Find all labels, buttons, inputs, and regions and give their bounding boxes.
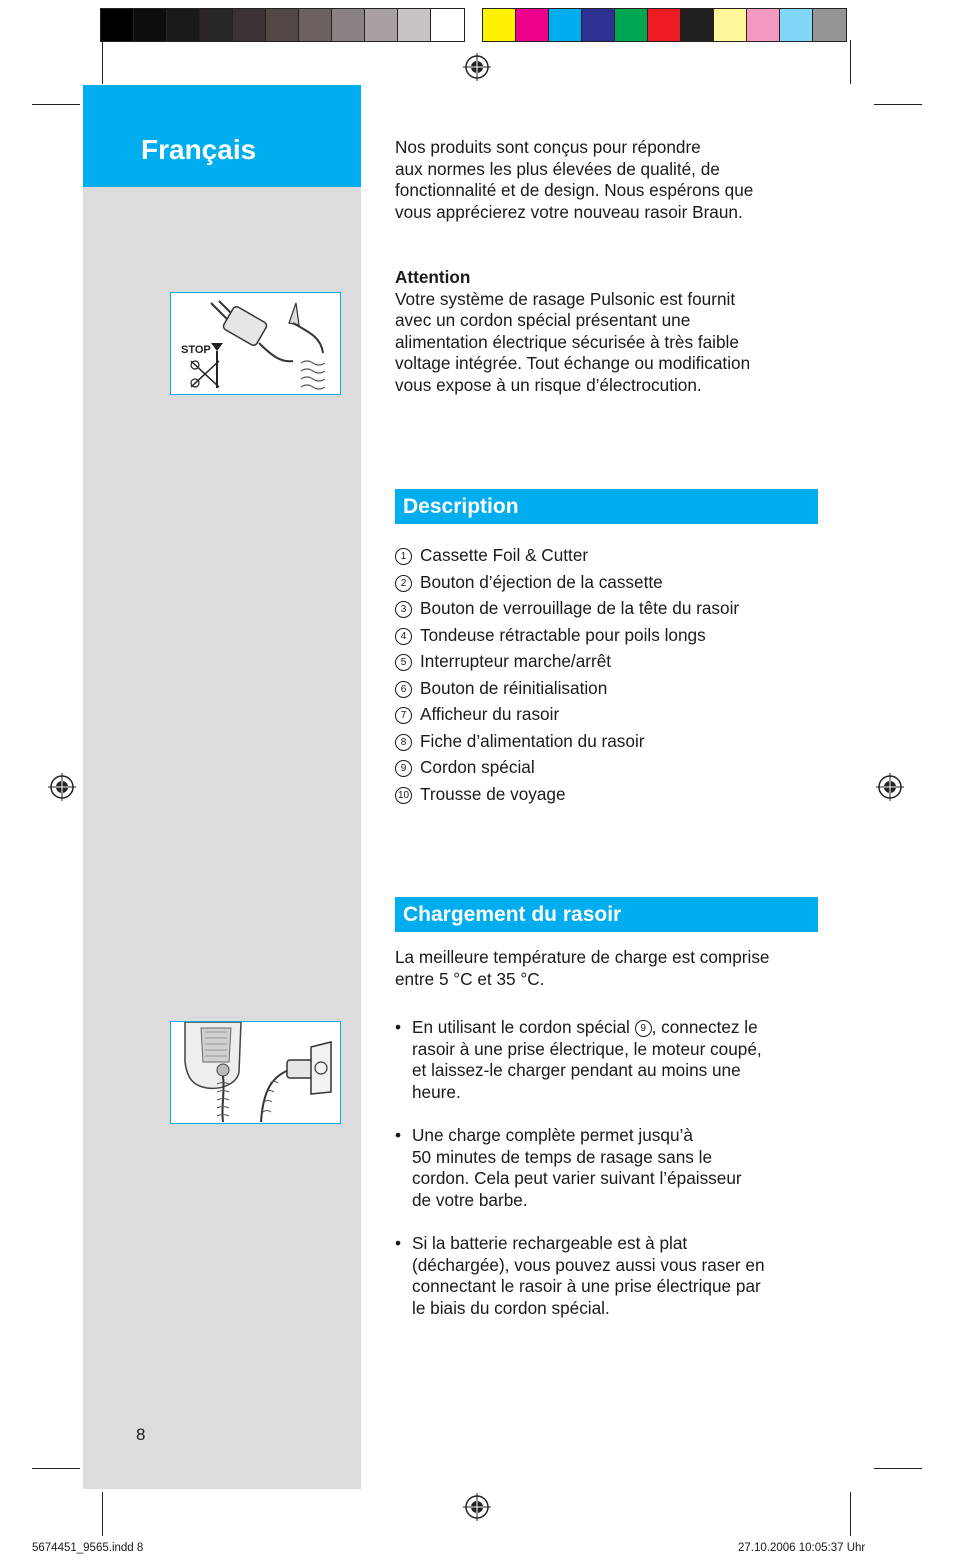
figure-charging-shaver: [170, 1021, 341, 1124]
attention-line: alimentation électrique sécurisée à très faible: [395, 331, 739, 352]
color-swatch: [332, 9, 365, 41]
color-swatch: [398, 9, 431, 41]
item-number-badge: 1: [395, 548, 412, 565]
list-item: [395, 701, 825, 728]
shaver-charging-illustration-icon: [171, 1022, 339, 1122]
color-swatch: [266, 9, 299, 41]
item-label: Afficheur du rasoir: [420, 704, 560, 724]
color-swatch: [813, 9, 846, 41]
bullet-text: En utilisant le cordon spécial: [412, 1017, 635, 1037]
registration-mark-icon: [463, 1493, 491, 1521]
intro-line: fonctionnalité et de design. Nous espérons que: [395, 180, 754, 200]
list-item: [395, 569, 825, 596]
bullet-dot: •: [395, 1017, 402, 1037]
list-item: [395, 1017, 825, 1103]
stop-label: STOP: [181, 344, 211, 356]
item-number-badge: 7: [395, 707, 412, 724]
list-item: [395, 728, 825, 755]
bullet-text: le biais du cordon spécial.: [412, 1297, 610, 1318]
item-label: Tondeuse rétractable pour poils longs: [420, 624, 706, 645]
color-swatch: [365, 9, 398, 41]
bullet-text: cordon. Cela peut varier suivant l’épaisseur: [412, 1168, 742, 1188]
color-swatch: [648, 9, 681, 41]
bullet-text: connectant le rasoir à une prise électrique par: [412, 1276, 761, 1296]
registration-mark-icon: [48, 773, 76, 801]
bullet-dot: •: [395, 1125, 402, 1145]
item-label: Interrupteur marche/arrêt: [420, 651, 612, 671]
attention-line: avec un cordon spécial présentant une: [395, 310, 691, 330]
item-label: Cordon spécial: [420, 757, 535, 777]
page-number: 8: [136, 1425, 146, 1444]
attention-line: Votre système de rasage Pulsonic est fournit: [395, 288, 736, 309]
figure-special-cord-warning: [170, 292, 341, 395]
color-swatch: [747, 9, 780, 41]
color-swatch: [780, 9, 813, 41]
bullet-text: de votre barbe.: [412, 1189, 528, 1210]
charging-intro-line: La meilleure température de charge est comprise: [395, 947, 770, 967]
color-swatch: [134, 9, 167, 41]
item-number-badge: 4: [395, 628, 412, 645]
bullet-text: rasoir à une prise électrique, le moteur coupé,: [412, 1038, 762, 1059]
intro-paragraph: [395, 137, 825, 223]
color-swatch: [233, 9, 266, 41]
color-swatch: [200, 9, 233, 41]
color-swatch: [101, 9, 134, 41]
charging-heading: Chargement du rasoir: [395, 897, 818, 932]
attention-line: voltage intégrée. Tout échange ou modification: [395, 353, 751, 373]
description-heading: Description: [395, 489, 818, 524]
item-number-badge: 5: [395, 654, 412, 671]
page-title: Français: [141, 134, 257, 165]
registration-mark-icon: [463, 53, 491, 81]
intro-line: aux normes les plus élevées de qualité, de: [395, 158, 720, 179]
list-item: [395, 595, 825, 622]
color-swatch: [714, 9, 747, 41]
item-number-badge: 3: [395, 601, 412, 618]
item-number-badge: 9: [635, 1020, 652, 1037]
bullet-text: et laissez-le charger pendant au moins une: [412, 1060, 741, 1080]
item-label: Trousse de voyage: [420, 783, 566, 804]
item-label: Fiche d’alimentation du rasoir: [420, 730, 645, 751]
bullet-text: Si la batterie rechargeable est à plat: [412, 1233, 688, 1253]
description-list: [395, 542, 825, 807]
plug-stop-illustration-icon: [171, 293, 339, 393]
footer-file-info: 5674451_9565.indd 8: [32, 1542, 144, 1554]
color-swatch: [681, 9, 714, 41]
charging-intro-line: entre 5 °C et 35 °C.: [395, 968, 545, 989]
color-swatch: [483, 9, 516, 41]
charging-bullet-list: [395, 1017, 825, 1319]
item-label: Bouton de réinitialisation: [420, 677, 608, 698]
item-label: Bouton d’éjection de la cassette: [420, 571, 663, 592]
color-bar-process: [482, 8, 847, 42]
item-number-badge: 9: [395, 760, 412, 777]
list-item: [395, 648, 825, 675]
bullet-text: heure.: [412, 1081, 461, 1102]
list-item: [395, 542, 825, 569]
attention-section: [395, 267, 825, 396]
attention-heading: Attention: [395, 267, 471, 287]
intro-line: Nos produits sont conçus pour répondre: [395, 137, 701, 157]
color-swatch: [431, 9, 464, 41]
footer-timestamp: 27.10.2006 10:05:37 Uhr: [738, 1542, 866, 1554]
attention-line: vous expose à un risque d’électrocution.: [395, 374, 702, 395]
bullet-text: (déchargée), vous pouvez aussi vous raser en: [412, 1254, 765, 1275]
color-swatch: [549, 9, 582, 41]
bullet-text: Une charge complète permet jusqu’à: [412, 1125, 693, 1145]
item-label: Bouton de verrouillage de la tête du rasoir: [420, 598, 740, 618]
list-item: [395, 1125, 825, 1211]
color-swatch: [167, 9, 200, 41]
item-label: Cassette Foil & Cutter: [420, 545, 589, 565]
color-swatch: [516, 9, 549, 41]
list-item: [395, 754, 825, 781]
color-swatch: [582, 9, 615, 41]
item-number-badge: 6: [395, 681, 412, 698]
item-number-badge: 10: [395, 787, 412, 804]
list-item: [395, 1233, 825, 1319]
intro-line: vous apprécierez votre nouveau rasoir Braun.: [395, 201, 743, 222]
bullet-text: , connectez le: [651, 1017, 758, 1037]
color-swatch: [615, 9, 648, 41]
list-item: [395, 622, 825, 649]
color-bar-grayscale: [100, 8, 465, 42]
list-item: [395, 781, 825, 808]
bullet-text: 50 minutes de temps de rasage sans le: [412, 1146, 713, 1167]
item-number-badge: 2: [395, 575, 412, 592]
bullet-dot: •: [395, 1233, 402, 1253]
registration-mark-icon: [876, 773, 904, 801]
item-number-badge: 8: [395, 734, 412, 751]
color-swatch: [299, 9, 332, 41]
list-item: [395, 675, 825, 702]
charging-intro: [395, 947, 825, 990]
